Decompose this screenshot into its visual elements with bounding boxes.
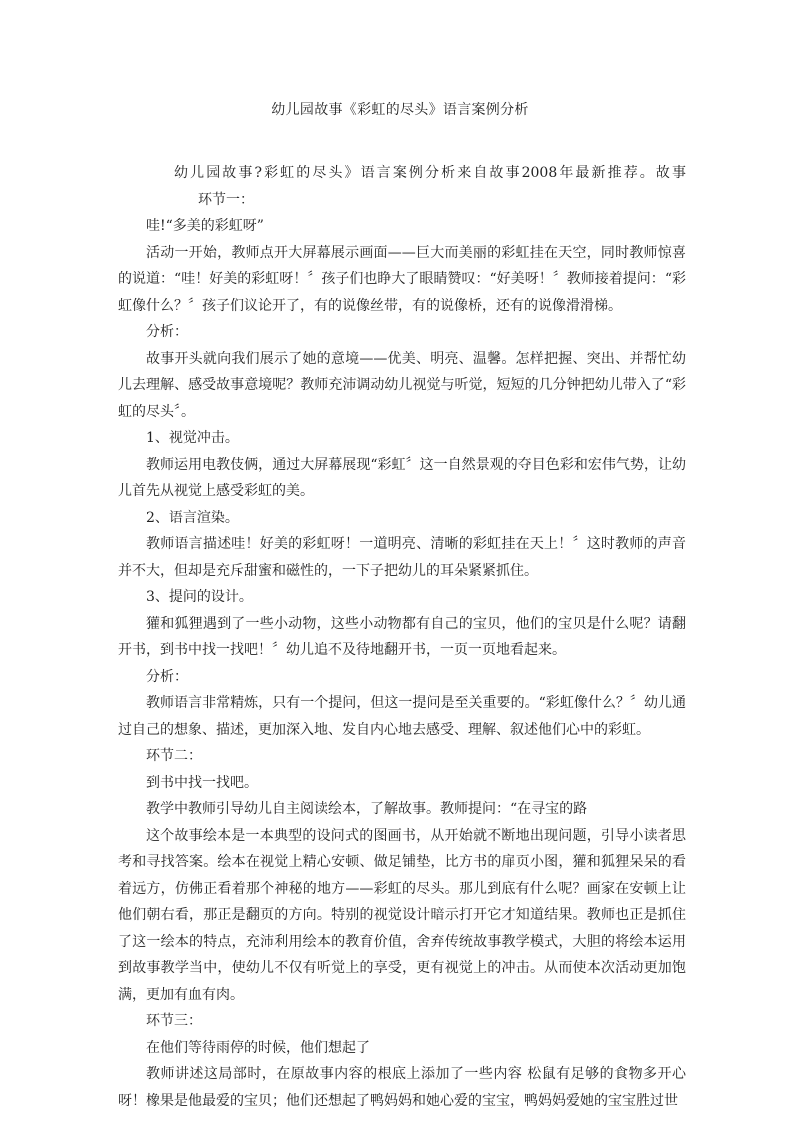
paragraph: 教师语言非常精炼，只有一个提问，但这一提问是至关重要的。“彩虹像什么？〞幼儿通过自己的想象、描述，更加深入地、发自内心地去感受、理解、叙述他们心中的彩虹。 [118, 695, 686, 738]
paragraph: 环节三： [146, 1013, 202, 1029]
paragraph: 故事开头就向我们展示了她的意境——优美、明亮、温馨。怎样把握、突出、并帮忙幼儿去理解、感受故事意境呢？教师充沛调动幼儿视觉与听觉，短短的几分钟把幼儿带入了“彩虹的尽头〞。 [118, 350, 686, 420]
paragraph: 这个故事绘本是一本典型的设问式的图画书，从开始就不断地出现问题，引导小读者思考和寻找答案。绘本在视觉上精心安顿、做足铺垫，比方书的扉页小图，獾和狐狸呆呆的看着远方，仿佛正看着那个神秘的地方——彩虹的尽头。那儿到底有什么呢？画家在安顿上让他们朝右看，那正是翻页的方向。特别的视觉设计暗示打开它才知道结果。教师也正是抓住了这一绘本的特点，充沛利用绘本的教育价值，舍弃传统故事教学模式，大胆的将绘本运用到故事教学当中，使幼儿不仅有听觉上的享受，更有视觉上的冲击。从而使本次活动更加饱满，更加有血有肉。 [118, 827, 686, 1003]
paragraph: 1、视觉冲击。 [146, 430, 239, 446]
paragraph: 到书中找一找吧。 [146, 774, 258, 791]
paragraph: 教师运用电教伎俩，通过大屏幕展现“彩虹〞这一自然景观的夺目色彩和宏伟气势，让幼儿首先从视觉上感受彩虹的美。 [118, 456, 686, 499]
paragraph: 獾和狐狸遇到了一些小动物，这些小动物都有自己的宝贝，他们的宝贝是什么呢？请翻开书，到书中找一找吧！〞幼儿追不及待地翻开书，一页一页地看起来。 [118, 615, 686, 658]
paragraph: 环节二： [146, 748, 202, 764]
paragraph: 教师语言描述哇！好美的彩虹呀！一道明亮、清晰的彩虹挂在天上！〞这时教师的声音并不大，但却是充斥甜蜜和磁性的，一下子把幼儿的耳朵紧紧抓住。 [118, 536, 686, 579]
section-one-label: 环节一： [198, 191, 254, 208]
paragraph: 3、提问的设计。 [146, 589, 253, 605]
paragraph: 哇!“多美的彩虹呀” [146, 218, 264, 234]
paragraph: 分析： [146, 668, 188, 685]
intro-text: 幼儿园故事?彩虹的尽头》语言案例分析来自故事2008年最新推荐。故事 [174, 165, 686, 181]
document-body [118, 160, 686, 1114]
paragraph: 教学中教师引导幼儿自主阅读绘本，了解故事。教师提问：“在寻宝的路 [146, 801, 588, 817]
paragraph: 在他们等待雨停的时候，他们想起了 [146, 1039, 370, 1056]
document-title: 幼儿园故事《彩虹的尽头》语言案例分析 [271, 102, 529, 118]
paragraph: 教师讲述这局部时，在原故事内容的根底上添加了一些内容 松鼠有足够的食物多开心呀！橡果是他最爱的宝贝；他们还想起了鸭妈妈和她心爱的宝宝，鸭妈妈爱她的宝宝胜过世 [118, 1066, 686, 1109]
paragraph: 分析： [146, 324, 188, 340]
paragraph: 活动一开始，教师点开大屏幕展示画面——巨大而美丽的彩虹挂在天空，同时教师惊喜的说道：“哇！好美的彩虹呀！〞孩子们也睁大了眼睛赞叹：“好美呀！〞教师接着提问：“彩虹像什么？〞孩子们议论开了，有的说像丝带，有的说像桥，还有的说像滑滑梯。 [118, 244, 686, 314]
paragraph: 2、语言渲染。 [146, 509, 239, 526]
intro-paragraph [118, 160, 686, 213]
